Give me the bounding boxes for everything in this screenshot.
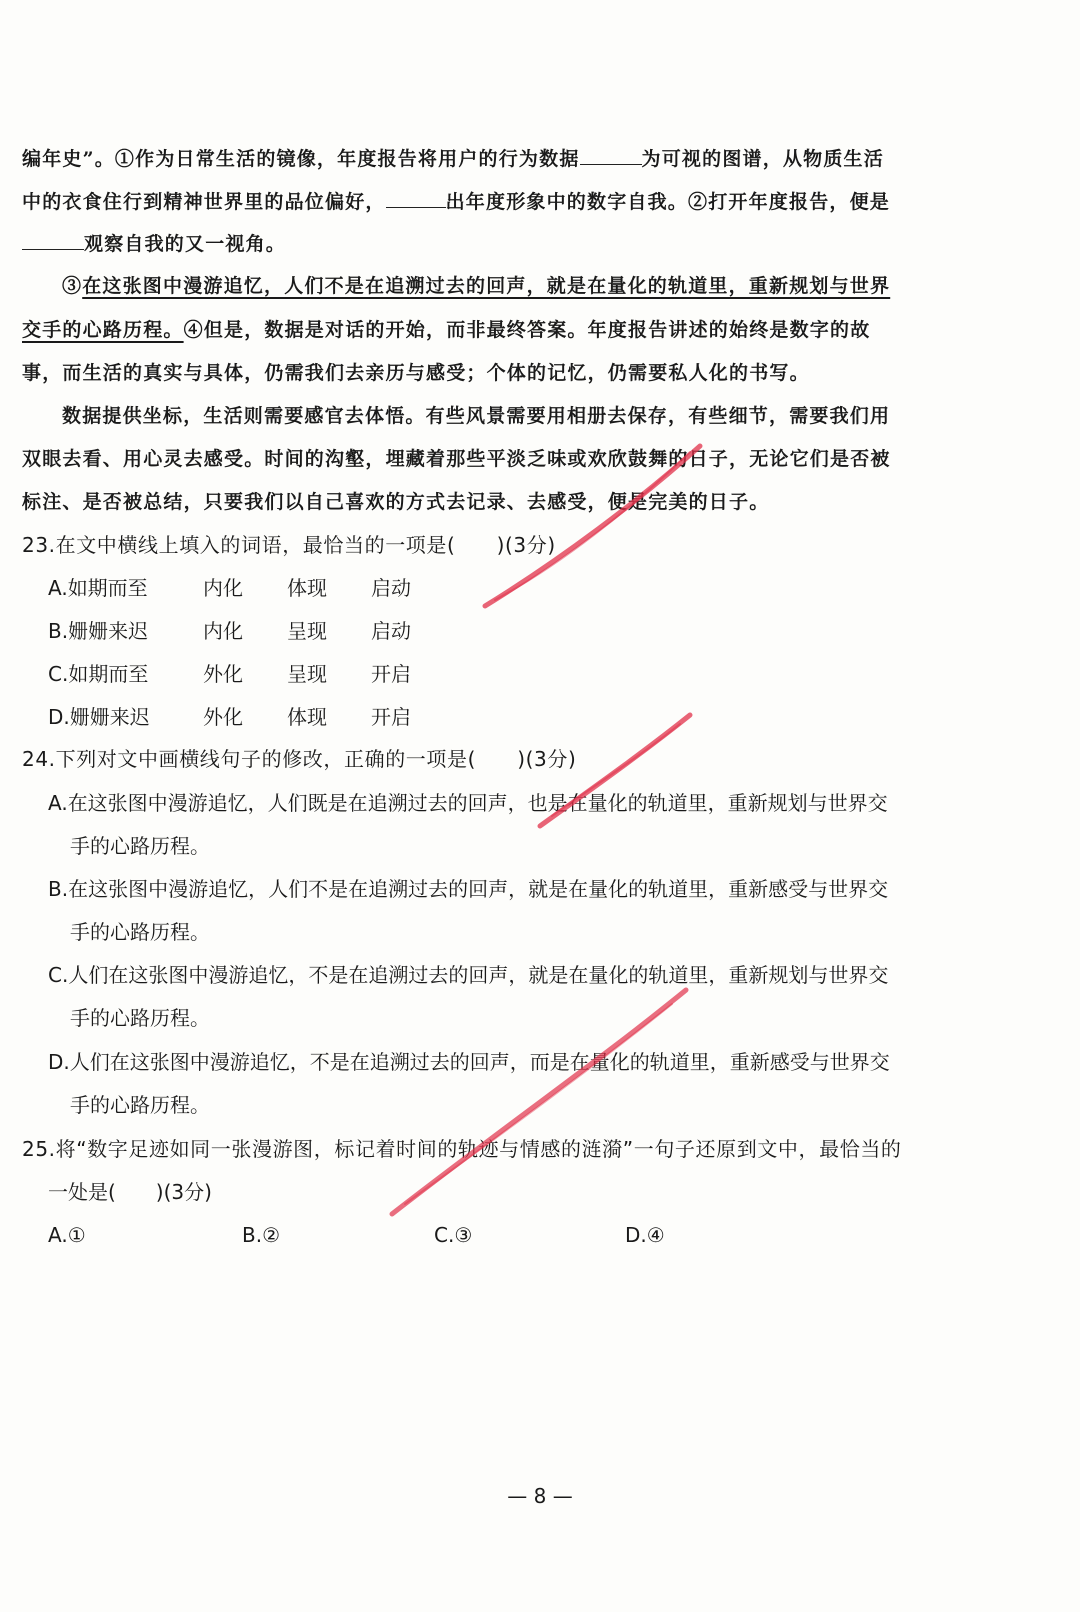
pen-stroke-1b	[495, 452, 690, 600]
q23-option-b-word-2: 呈现	[287, 619, 327, 643]
passage-line-9: 标注、是否被总结，只要我们以自己喜欢的方式去记录、去感受，便是完美的日子。	[22, 491, 770, 513]
question-25-stem-cont: 一处是( )(3分)	[48, 1180, 212, 1204]
q23-option-c-word-2: 呈现	[287, 662, 327, 686]
q23-option-c-word-1: 外化	[203, 662, 243, 686]
q25-option-b: B.②	[242, 1223, 281, 1247]
question-25-stem: 25.将“数字足迹如同一张漫游图，标记着时间的轨迹与情感的涟漪”一句子还原到文中，最恰当的	[22, 1137, 902, 1161]
passage-line-1: 编年史”。①作为日常生活的镜像，年度报告将用户的行为数据 为可视的图谱，从物质生活	[22, 148, 884, 170]
q23-option-c-label: C.如期而至	[48, 662, 149, 686]
q23-option-c-word-3: 开启	[371, 662, 411, 686]
fill-blank-3	[22, 231, 84, 250]
passage-line-5: 交手的心路历程。④但是，数据是对话的开始，而非最终答案。年度报告讲述的始终是数字的故	[22, 319, 871, 341]
q25-option-c: C.③	[434, 1223, 473, 1247]
q23-option-a-word-3: 启动	[371, 576, 411, 600]
fill-blank-2	[386, 189, 446, 208]
q24-option-c-cont: 手的心路历程。	[70, 1006, 210, 1030]
q24-option-a-cont: 手的心路历程。	[70, 834, 210, 858]
q23-option-b-label: B.姗姗来迟	[48, 619, 149, 643]
q23-option-a-word-1: 内化	[203, 576, 243, 600]
underlined-sentence-end: 交手的心路历程。	[22, 319, 184, 341]
q23-option-d-word-1: 外化	[203, 705, 243, 729]
pen-stroke-3	[392, 990, 686, 1214]
q24-option-b-cont: 手的心路历程。	[70, 920, 210, 944]
q23-option-d-label: D.姗姗来迟	[48, 705, 150, 729]
passage-line-2: 中的衣食住行到精神世界里的品位偏好， 出年度形象中的数字自我。②打开年度报告，便是	[22, 191, 891, 213]
q23-option-d-word-3: 开启	[371, 705, 411, 729]
q23-option-b-word-3: 启动	[371, 619, 411, 643]
passage-line-7: 数据提供坐标，生活则需要感官去体悟。有些风景需要用相册去保存，有些细节，需要我们用	[62, 405, 891, 427]
q24-option-d-cont: 手的心路历程。	[70, 1093, 210, 1117]
q24-option-c: C.人们在这张图中漫游追忆，不是在追溯过去的回声，就是在量化的轨道里，重新规划与世界交	[48, 963, 889, 987]
q25-option-a: A.①	[48, 1223, 86, 1247]
page-number: — 8 —	[507, 1484, 573, 1508]
underlined-sentence: 在这张图中漫游追忆，人们不是在追溯过去的回声，就是在量化的轨道里，重新规划与世界	[82, 275, 891, 297]
q23-option-a-label: A.如期而至	[48, 576, 148, 600]
passage-line-6: 事，而生活的真实与具体，仍需我们去亲历与感受；个体的记忆，仍需要私人化的书写。	[22, 362, 810, 384]
q24-option-d: D.人们在这张图中漫游追忆，不是在追溯过去的回声，而是在量化的轨道里，重新感受与世界交	[48, 1050, 890, 1074]
passage-line-4: ③在这张图中漫游追忆，人们不是在追溯过去的回声，就是在量化的轨道里，重新规划与世界	[62, 275, 891, 297]
q23-option-d-word-2: 体现	[287, 705, 327, 729]
q25-option-d: D.④	[625, 1223, 665, 1247]
passage-line-8: 双眼去看、用心灵去感受。时间的沟壑，埋藏着那些平淡乏味或欢欣鼓舞的日子，无论它们是否被	[22, 448, 891, 470]
pen-stroke-3b	[405, 1004, 672, 1204]
q23-option-a-word-2: 体现	[287, 576, 327, 600]
fill-blank-1	[580, 146, 642, 165]
question-24-stem: 24.下列对文中画横线句子的修改，正确的一项是( )(3分)	[22, 747, 577, 771]
q24-option-b: B.在这张图中漫游追忆，人们不是在追溯过去的回声，就是在量化的轨道里，重新感受与世界交	[48, 877, 889, 901]
q23-option-b-word-1: 内化	[203, 619, 243, 643]
passage-line-3: 观察自我的又一视角。	[22, 231, 1062, 256]
q24-option-a: A.在这张图中漫游追忆，人们既是在追溯过去的回声，也是在量化的轨道里，重新规划与世界交	[48, 791, 888, 815]
question-23-stem: 23.在文中横线上填入的词语，最恰当的一项是( )(3分)	[22, 533, 556, 557]
